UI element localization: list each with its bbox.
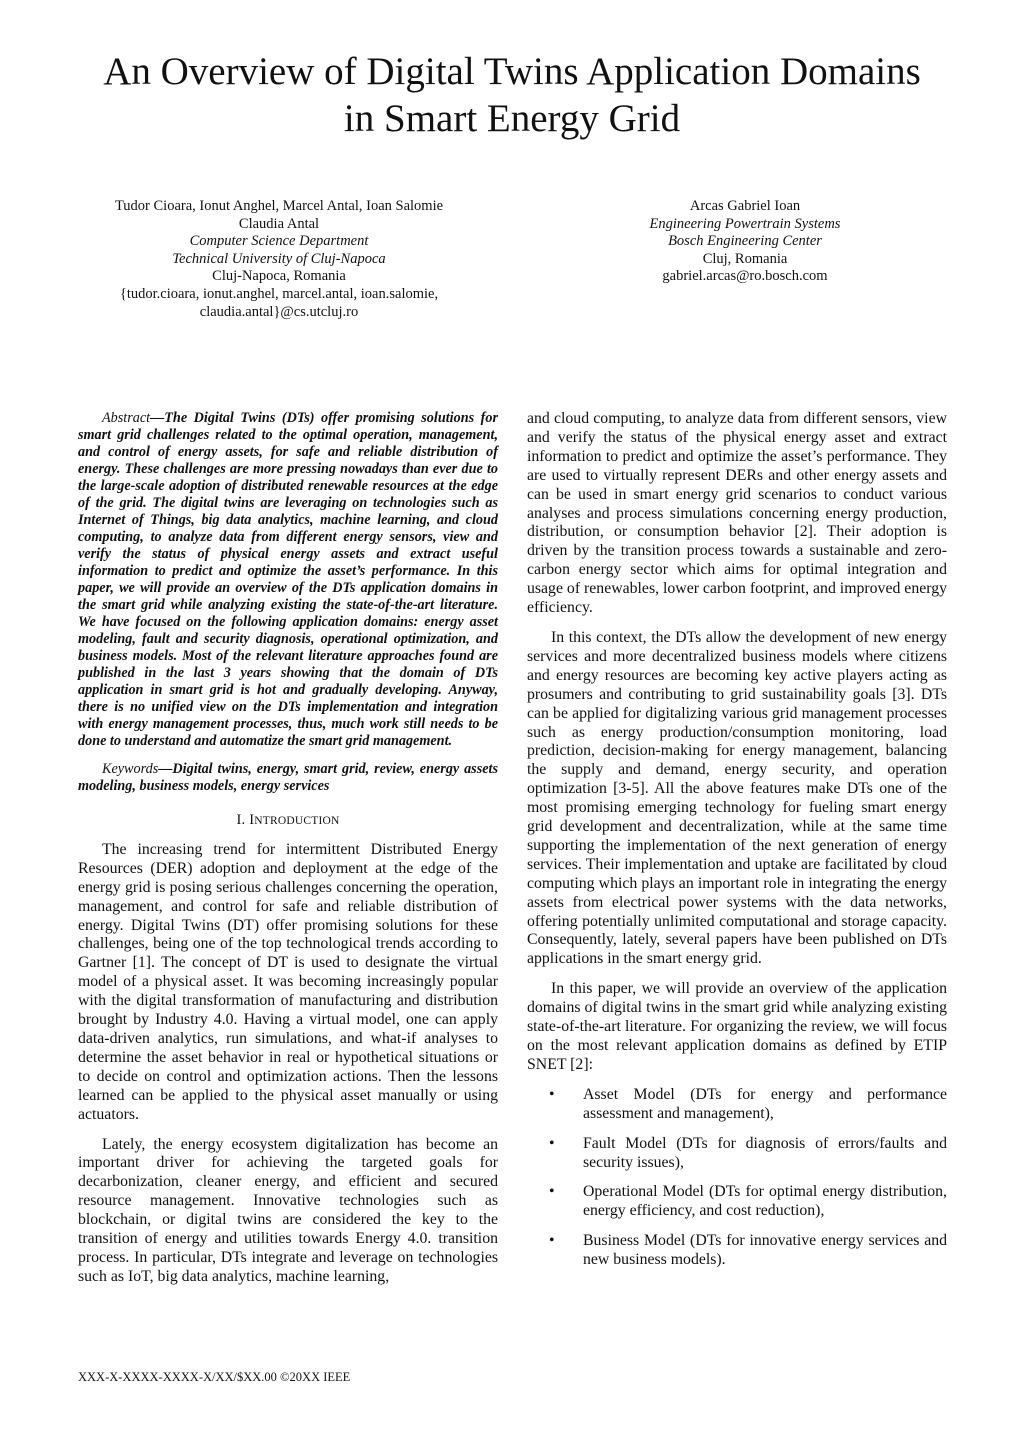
keywords-text: —Digital twins, energy, smart grid, review, energy assets modeling, business models, energy services bbox=[78, 761, 498, 794]
abstract bbox=[78, 410, 498, 750]
list-item-text: Business Model (DTs for innovative energy services and new business models). bbox=[583, 1232, 947, 1269]
bullet-icon: • bbox=[549, 1232, 555, 1250]
list-item bbox=[527, 1232, 947, 1270]
list-item-text: Operational Model (DTs for optimal energy distribution, energy efficiency, and cost reduction), bbox=[583, 1183, 947, 1220]
section-heading-introduction bbox=[78, 811, 498, 831]
author-email-line-1: {tudor.cioara, ionut.anghel, marcel.antal, ioan.salomie, bbox=[119, 285, 439, 302]
keywords bbox=[78, 761, 498, 795]
list-item bbox=[527, 1183, 947, 1221]
paragraph: In this context, the DTs allow the development of new energy services and more decentralized business models where citizens and energy resources are becoming key active players acting as prosumers and contributing to grid sustainability goals [3]. DTs can be applied for digitalizing various grid management processes such as energy production/consumption monitoring, load prediction, decision-making for energy management, balancing the supply and demand, energy security, and operation optimization [3-5]. All the above features make DTs one of the most promising emerging technology for fueling smart energy grid development and decentralization, while at the same time supporting the implementation of the next generation of energy services. Their implementation and uptake are facilitated by cloud computing which plays an important role in integrating the energy assets from electrical power systems with the data networks, offering potentially unlimited computational and storage capacity. Consequently, lately, several papers have been published on DTs applications in the smart energy grid. bbox=[527, 628, 947, 968]
author-name: Arcas Gabriel Ioan bbox=[689, 198, 801, 214]
bullet-icon: • bbox=[549, 1134, 555, 1152]
section-title-rest: NTRODUCTION bbox=[254, 815, 340, 827]
list-item bbox=[527, 1135, 947, 1173]
author-city: Cluj, Romania bbox=[702, 250, 788, 267]
list-item-text: Fault Model (DTs for diagnosis of errors/faults and security issues), bbox=[583, 1134, 947, 1171]
title-line-2: in Smart Energy Grid bbox=[343, 97, 681, 140]
author-block-left bbox=[78, 198, 480, 321]
section-number: I. bbox=[236, 812, 246, 828]
paragraph: and cloud computing, to analyze data from different sensors, view and verify the status of the physical energy asset and extract information to predict and optimize the asset’s performance. They are used to virtually represent DERs and other energy assets and can be used in smart energy grid scenarios to conduct various analyses and process simulations concerning energy production, distribution, or consumption behavior [2]. Their adoption is driven by the transition process towards a sustainable and zero-carbon energy sector which aims for optimal integration and usage of renewables, lower carbon footprint, and improved energy efficiency. bbox=[527, 410, 947, 617]
bullet-icon: • bbox=[549, 1085, 555, 1103]
paragraph: Lately, the energy ecosystem digitalization has become an important driver for achieving the targeted goals for decarbonization, cleaner energy, and efficient and secured resource management. Innovative technologies such as blockchain, or digital twins are considered the key to the transition of energy and utilities towards Energy 4.0. transition process. In particular, DTs integrate and leverage on technologies such as IoT, big data analytics, machine learning, bbox=[78, 1135, 498, 1285]
keywords-label: Keywords bbox=[102, 761, 159, 777]
copyright-footer: XXX-X-XXXX-XXXX-X/XX/$XX.00 ©20XX IEEE bbox=[78, 1370, 351, 1384]
domain-list bbox=[527, 1086, 947, 1270]
author-names-2: Claudia Antal bbox=[238, 215, 320, 232]
author-block-right bbox=[545, 198, 945, 286]
paragraph: The increasing trend for intermittent Distributed Energy Resources (DER) adoption and deployment at the edge of the energy grid is posing serious challenges concerning the operation, management, and control for safe and reliable distribution of energy. Digital Twins (DT) offer promising solutions for these challenges, being one of the top technological trends according to Gartner [1]. The concept of DT is used to designate the virtual model of a physical asset. It was becoming increasingly popular with the digital transformation of manufacturing and distribution brought by Industry 4.0. Having a virtual model, one can apply data-driven analytics, run simulations, and what-if analyses to determine the asset behavior in real or hypothetical situations or to decide on control and optimization actions. Then the lessons learned can be applied to the physical asset manually or using actuators. bbox=[78, 840, 498, 1123]
section-initial: I bbox=[249, 812, 255, 828]
abstract-text: —The Digital Twins (DTs) offer promising solutions for smart grid challenges related to the optimal operation, management, and control of energy assets, for safe and reliable distribution of energy. These challenges are more pressing nowadays than ever due to the large-scale adoption of distributed renewable resources at the edge of the grid. The digital twins are leveraging on technologies such as Internet of Things, big data analytics, machine learning, and cloud computing, to analyze data from different energy sensors, view and verify the status of physical energy assets and extract useful information to predict and optimize the asset’s performance. In this paper, we will provide an overview of the DTs application domains in the smart grid while analyzing existing the state-of-the-art literature. We have focused on the following application domains: energy asset modeling, fault and security diagnosis, operational optimization, and business models. Most of the relevant literature approaches found are published in the last 3 years showing that the domain of DTs application in smart grid is hot and gradually developing. Anyway, there is no unified view on the DTs implementation and integration with energy management processes, thus, much work still needs to be done to understand and automatize the smart grid management. bbox=[78, 410, 498, 749]
list-item bbox=[527, 1086, 947, 1124]
author-email: gabriel.arcas@ro.bosch.com bbox=[662, 268, 828, 285]
author-email-line-2: claudia.antal}@cs.utcluj.ro bbox=[199, 303, 359, 320]
abstract-label: Abstract bbox=[102, 410, 151, 426]
left-column bbox=[78, 410, 498, 1298]
author-university: Technical University of Cluj-Napoca bbox=[172, 250, 386, 267]
author-names: Tudor Cioara, Ionut Anghel, Marcel Antal, Ioan Salomie bbox=[114, 198, 444, 214]
list-item-text: Asset Model (DTs for energy and performance assessment and management), bbox=[583, 1085, 947, 1122]
bullet-icon: • bbox=[549, 1183, 555, 1201]
author-department: Computer Science Department bbox=[189, 233, 369, 250]
paper-title bbox=[40, 48, 984, 142]
author-city: Cluj-Napoca, Romania bbox=[212, 268, 346, 285]
right-column bbox=[527, 410, 947, 1281]
author-organization: Bosch Engineering Center bbox=[668, 233, 822, 250]
paragraph: In this paper, we will provide an overview of the application domains of digital twins in the smart grid while analyzing existing state-of-the-art literature. For organizing the review, we will focus on the most relevant application domains as defined by ETIP SNET [2]: bbox=[527, 980, 947, 1073]
author-department: Engineering Powertrain Systems bbox=[649, 215, 841, 232]
title-line-1: An Overview of Digital Twins Application Domains bbox=[103, 50, 921, 93]
